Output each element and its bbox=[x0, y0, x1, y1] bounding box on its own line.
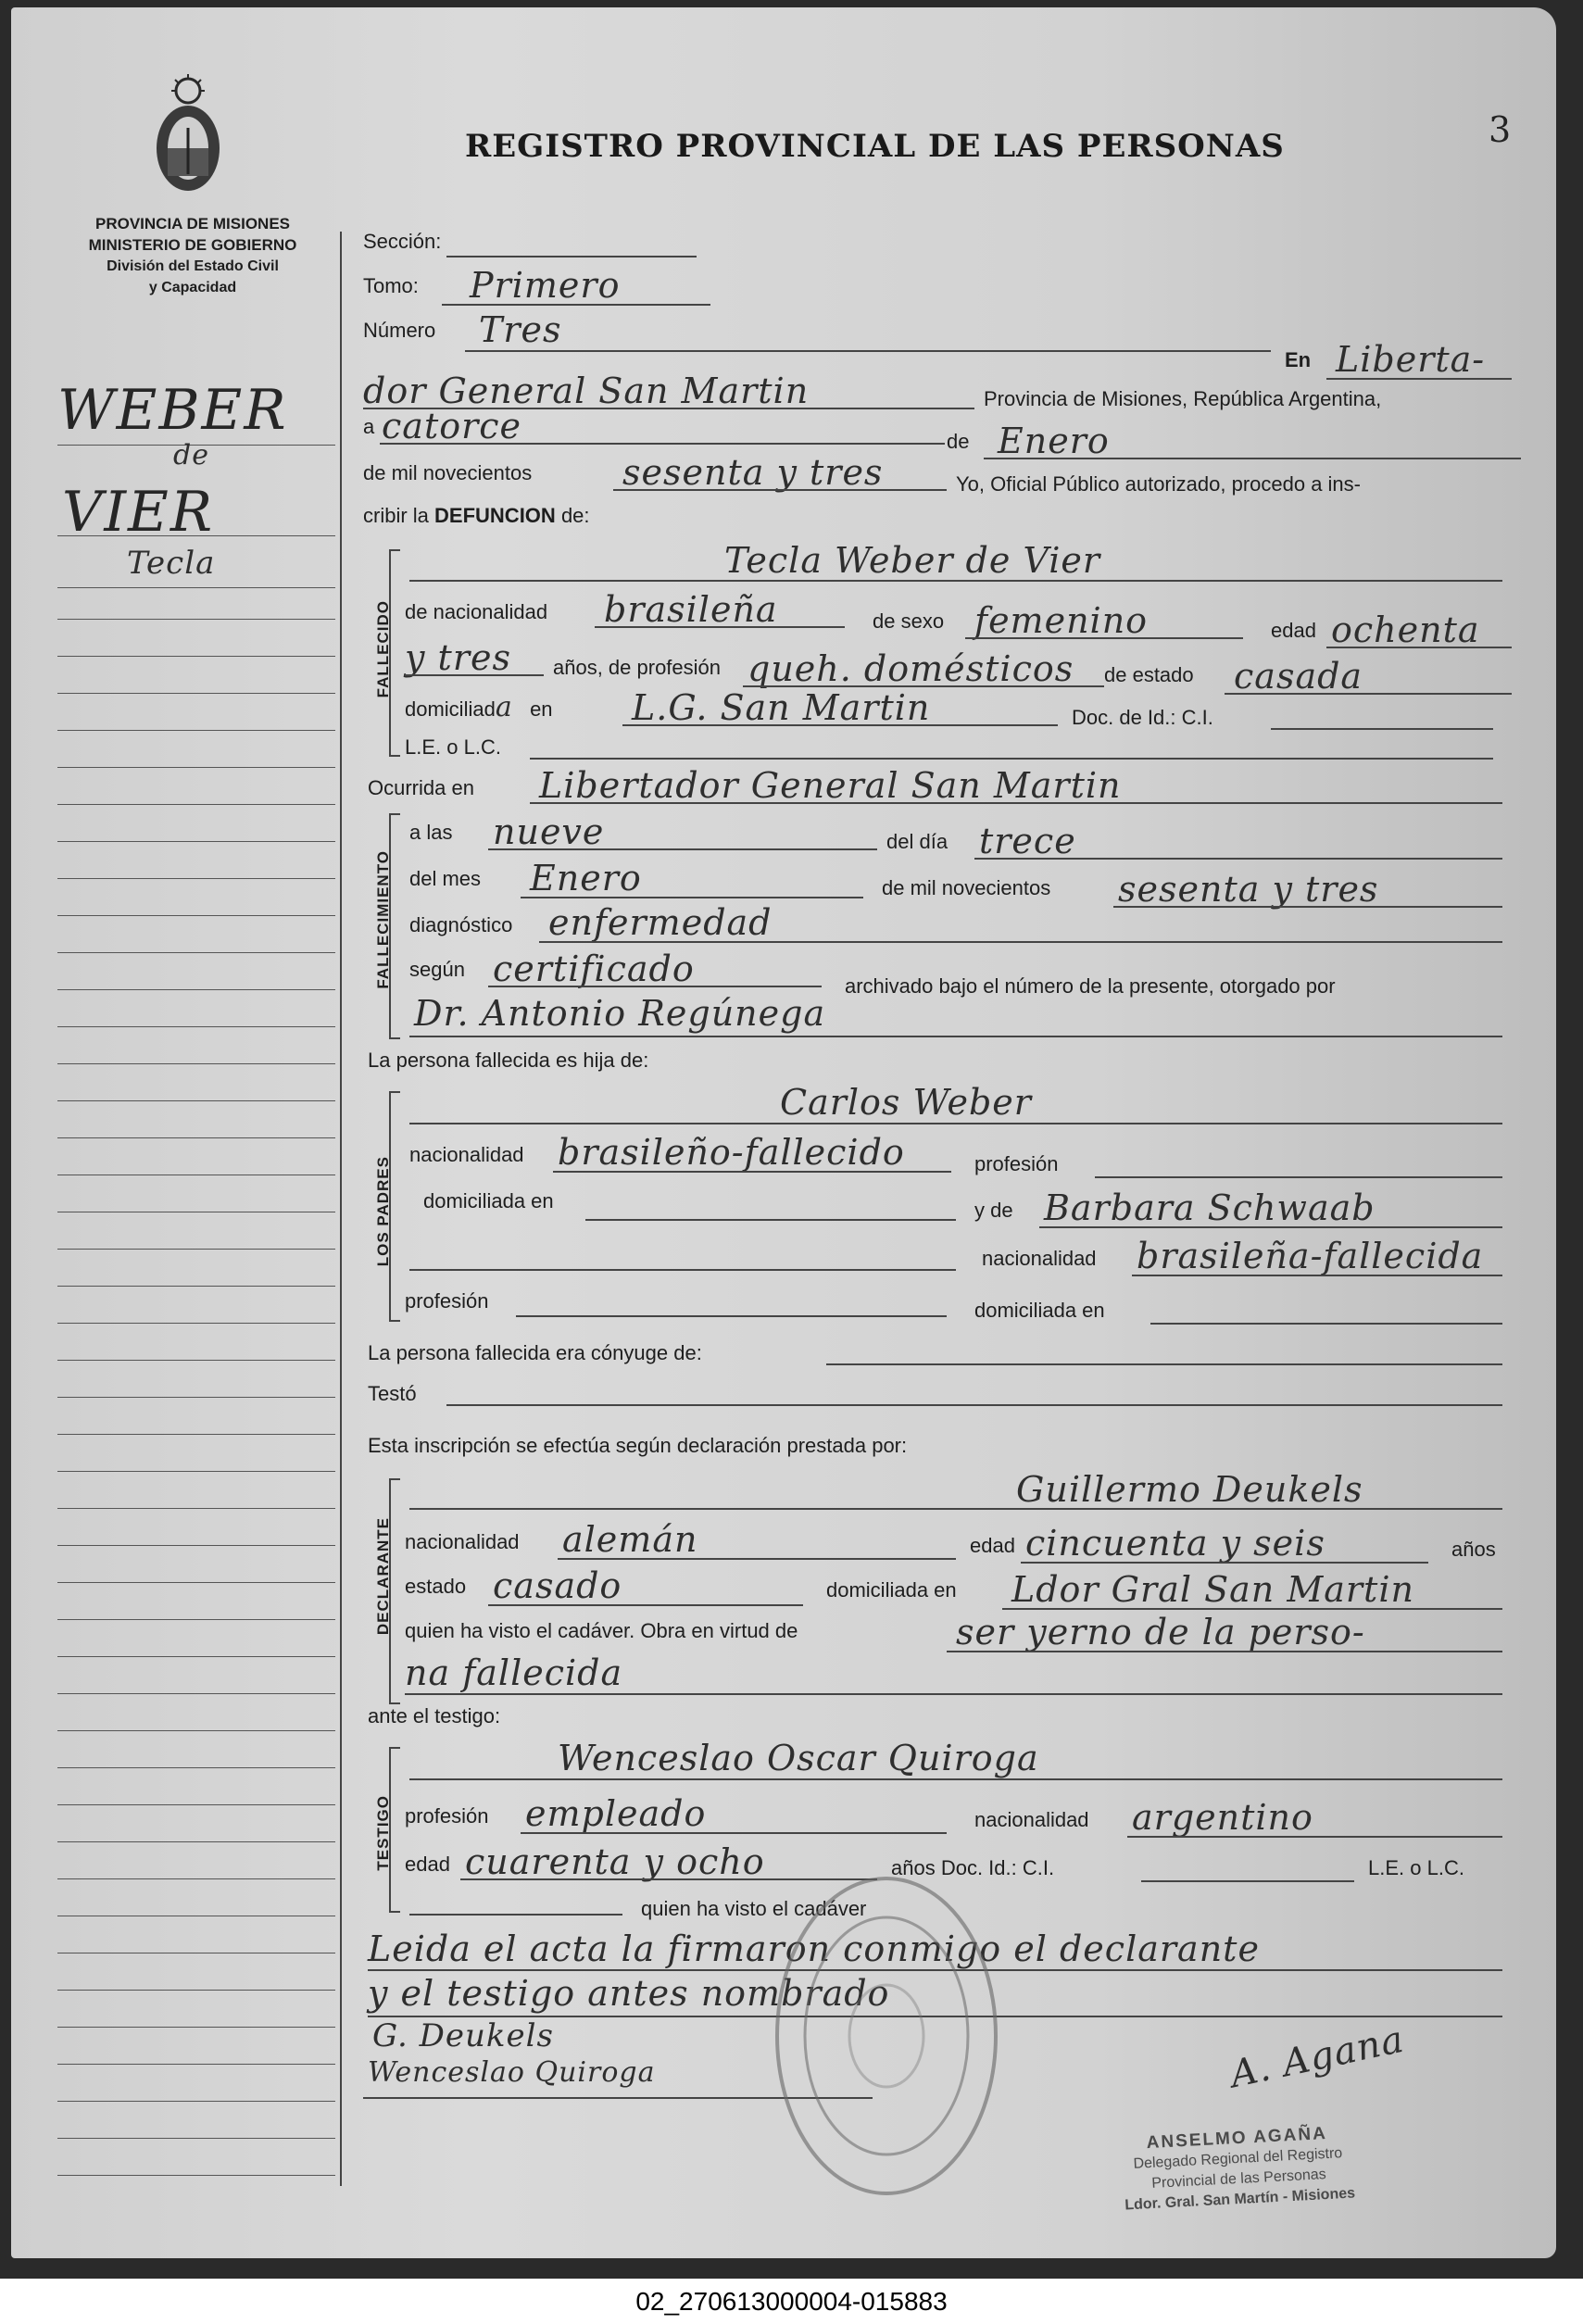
witness-doc-line bbox=[1141, 1880, 1354, 1882]
margin-rule bbox=[57, 656, 335, 657]
father-profession-label: profesión bbox=[974, 1152, 1059, 1175]
age-line bbox=[1326, 647, 1512, 648]
margin-rule bbox=[57, 1545, 335, 1546]
office-line: División del Estado Civil bbox=[107, 258, 279, 274]
margin-rule bbox=[57, 1286, 335, 1287]
mother-label: y de bbox=[974, 1199, 1013, 1222]
mother-name: Barbara Schwaab bbox=[1044, 1187, 1376, 1228]
margin-rule bbox=[57, 1323, 335, 1324]
name-line bbox=[409, 580, 1502, 582]
domicile-en: en bbox=[530, 697, 553, 721]
stamp-line: Ldor. Gral. San Martín - Misiones bbox=[1124, 2185, 1356, 2214]
hour-value: nueve bbox=[493, 811, 605, 852]
day-of-death-value: trece bbox=[979, 821, 1076, 861]
declarant-age-value: cincuenta y seis bbox=[1025, 1523, 1325, 1564]
witness-le-line bbox=[409, 1914, 622, 1916]
margin-rule bbox=[57, 915, 335, 916]
register-page bbox=[11, 7, 1556, 2258]
margin-rule bbox=[57, 587, 335, 588]
sex-line bbox=[965, 637, 1243, 639]
domicile-line bbox=[622, 724, 1058, 726]
according-value: certificado bbox=[493, 948, 695, 989]
physician-line bbox=[409, 1036, 1502, 1037]
will-line bbox=[446, 1404, 1502, 1406]
year-line bbox=[613, 489, 947, 491]
declarant-nationality-label: nacionalidad bbox=[405, 1530, 520, 1553]
declarant-domicile-value: Ldor Gral San Martin bbox=[1011, 1569, 1414, 1610]
father-profession-line bbox=[1095, 1176, 1502, 1178]
le-line bbox=[530, 758, 1493, 760]
profession-value: queh. domésticos bbox=[748, 648, 1074, 689]
father-nationality-line bbox=[553, 1171, 951, 1173]
age-label: edad bbox=[1271, 619, 1316, 642]
according-label: según bbox=[409, 958, 465, 981]
numero-label: Número bbox=[363, 319, 436, 342]
civil-status-line bbox=[1225, 693, 1512, 695]
child-of-label: La persona fallecida es hija de: bbox=[368, 1049, 649, 1072]
witness-profession-label: profesión bbox=[405, 1804, 489, 1828]
declarante-section-tab: DECLARANTE bbox=[374, 1517, 392, 1636]
father-domicile-label: domiciliada en bbox=[423, 1189, 554, 1212]
closing-line-1: Leida el acta la firmaron conmigo el declarante bbox=[368, 1928, 1260, 1969]
month-of-death-label: del mes bbox=[409, 867, 482, 890]
witness-signature: Wenceslao Quiroga bbox=[368, 2056, 656, 2089]
declarant-nationality-value: alemán bbox=[562, 1519, 698, 1560]
margin-rule bbox=[57, 1508, 335, 1509]
margin-rule bbox=[57, 1841, 335, 1842]
father-nationality-value: brasileño-fallecido bbox=[558, 1132, 905, 1173]
declaration-label: Esta inscripción se efectúa según declaración prestada por: bbox=[368, 1434, 908, 1457]
mother-extra-line bbox=[409, 1269, 956, 1271]
margin-rule bbox=[57, 1693, 335, 1694]
spouse-label: La persona fallecida era cónyuge de: bbox=[368, 1341, 702, 1364]
witness-nationality-value: argentino bbox=[1132, 1797, 1313, 1838]
margin-rule bbox=[57, 1063, 335, 1064]
mother-line bbox=[1039, 1226, 1502, 1228]
diagnosis-label: diagnóstico bbox=[409, 913, 513, 936]
month-of-death-value: Enero bbox=[530, 858, 642, 898]
declarant-status-label: estado bbox=[405, 1575, 467, 1598]
office-line: MINISTERIO DE GOBIERNO bbox=[88, 236, 297, 254]
will-label: Testó bbox=[368, 1382, 417, 1405]
image-caption: 02_270613000004-015883 bbox=[0, 2279, 1583, 2324]
official-seal-icon bbox=[771, 1869, 1002, 2203]
margin-rule bbox=[57, 952, 335, 953]
numero-line bbox=[465, 350, 1271, 352]
margin-rule bbox=[57, 535, 335, 536]
witness-le-label: L.E. o L.C. bbox=[1368, 1856, 1464, 1879]
margin-rule bbox=[57, 1656, 335, 1657]
occurred-value: Libertador General San Martin bbox=[539, 765, 1122, 806]
reason-line bbox=[947, 1651, 1502, 1652]
closing-line-2: y el testigo antes nombrado bbox=[368, 1973, 890, 2014]
margin-rule bbox=[57, 1397, 335, 1398]
domicile-suffix: a bbox=[495, 691, 513, 723]
margin-surname: WEBER bbox=[57, 378, 288, 443]
margin-rule bbox=[57, 1360, 335, 1361]
reason-line-2 bbox=[405, 1693, 1502, 1695]
declarant-age-line bbox=[1021, 1562, 1428, 1564]
tomo-label: Tomo: bbox=[363, 274, 419, 297]
age-value-2: y tres bbox=[405, 637, 511, 678]
margin-rule bbox=[57, 767, 335, 768]
witness-profession-line bbox=[521, 1832, 947, 1834]
margin-rule bbox=[57, 730, 335, 731]
witness-age-label: edad bbox=[405, 1853, 450, 1876]
margin-rule bbox=[57, 2101, 335, 2102]
age-line-2 bbox=[405, 674, 544, 676]
tomo-value: Primero bbox=[470, 265, 621, 306]
witness-age-value: cuarenta y ocho bbox=[465, 1841, 765, 1882]
margin-rule bbox=[57, 1878, 335, 1879]
spouse-line bbox=[826, 1363, 1502, 1365]
inscribe-de: de: bbox=[560, 504, 590, 527]
month-line bbox=[984, 458, 1521, 459]
margin-rule bbox=[57, 1990, 335, 1991]
profession-label: años, de profesión bbox=[553, 656, 722, 679]
fallecido-section-tab: FALLECIDO bbox=[374, 600, 392, 698]
stamp-line: Provincial de las Personas bbox=[1150, 2167, 1327, 2192]
seen-body-label: quien ha visto el cadáver. Obra en virtud de bbox=[405, 1619, 798, 1642]
margin-rule bbox=[57, 1137, 335, 1138]
testigo-section-tab: TESTIGO bbox=[374, 1795, 392, 1871]
seccion-line bbox=[446, 256, 697, 258]
page-number: 3 bbox=[1489, 109, 1512, 150]
age-value: ochenta bbox=[1331, 609, 1480, 650]
officer-signature: A. Agana bbox=[1226, 2017, 1408, 2097]
en-line bbox=[1326, 378, 1512, 380]
en-value: Liberta- bbox=[1336, 339, 1486, 380]
declarant-line bbox=[409, 1508, 1502, 1510]
declarant-status-value: casado bbox=[493, 1565, 622, 1606]
physician-value: Dr. Antonio Regúnega bbox=[414, 993, 826, 1034]
page-title: REGISTRO PROVINCIAL DE LAS PERSONAS bbox=[465, 128, 1285, 165]
margin-rule bbox=[57, 1619, 335, 1620]
declarant-nationality-line bbox=[558, 1558, 956, 1560]
witness-doc-label: años Doc. Id.: C.I. bbox=[891, 1856, 1055, 1879]
domicile-label bbox=[405, 691, 553, 723]
witness-line bbox=[409, 1778, 1502, 1780]
year-of-death-label: de mil novecientos bbox=[882, 876, 1051, 899]
le-label: L.E. o L.C. bbox=[405, 735, 501, 759]
margin-given-name: Tecla bbox=[127, 545, 216, 582]
margin-rule bbox=[57, 2175, 335, 2176]
margin-rule bbox=[57, 989, 335, 990]
month-of-death-line bbox=[521, 897, 863, 898]
a-label: a bbox=[363, 415, 375, 438]
fallecimiento-section-tab: FALLECIMIENTO bbox=[374, 850, 392, 989]
office-line: PROVINCIA DE MISIONES bbox=[94, 215, 290, 232]
mother-profession-line bbox=[516, 1315, 947, 1317]
hour-line bbox=[488, 848, 877, 850]
declarant-domicile-line bbox=[1002, 1608, 1502, 1610]
margin-rule bbox=[57, 619, 335, 620]
margin-rule bbox=[57, 2064, 335, 2065]
numero-value: Tres bbox=[479, 309, 562, 350]
margin-divider bbox=[340, 232, 342, 2186]
margin-rule bbox=[57, 1582, 335, 1583]
stamp-line: ANSELMO AGAÑA bbox=[1146, 2123, 1328, 2154]
year-of-death-line bbox=[1113, 906, 1502, 908]
inscribe-label bbox=[363, 504, 590, 528]
month-value: Enero bbox=[998, 421, 1110, 461]
margin-rule bbox=[57, 804, 335, 805]
declarant-years-label: años bbox=[1451, 1538, 1496, 1561]
margin-rule bbox=[57, 1730, 335, 1731]
witness-seen-label: quien ha visto el cadáver bbox=[641, 1897, 867, 1920]
declarant-signature: G. Deukels bbox=[372, 2017, 554, 2054]
day-value: catorce bbox=[382, 406, 522, 446]
occurred-line bbox=[530, 802, 1502, 804]
day-of-death-label: del día bbox=[886, 830, 949, 853]
mother-domicile-line bbox=[1150, 1323, 1502, 1325]
witness-profession-value: empleado bbox=[525, 1793, 707, 1834]
sex-value: femenino bbox=[974, 600, 1149, 641]
reason-value: ser yerno de la perso- bbox=[956, 1612, 1365, 1652]
mother-nationality-value: brasileña-fallecida bbox=[1137, 1236, 1484, 1276]
margin-rule bbox=[57, 1804, 335, 1805]
declarant-domicile-label: domiciliada en bbox=[826, 1578, 957, 1602]
nationality-line bbox=[595, 626, 845, 628]
stamp-line: Delegado Regional del Registro bbox=[1133, 2145, 1343, 2172]
coat-of-arms-icon bbox=[150, 72, 226, 202]
margin-rule bbox=[57, 1471, 335, 1472]
father-domicile-line bbox=[585, 1219, 956, 1221]
provincia-label: Provincia de Misiones, República Argentina, bbox=[984, 387, 1382, 410]
day-line bbox=[380, 443, 945, 445]
en-label: En bbox=[1285, 348, 1312, 371]
mother-nationality-line bbox=[1132, 1275, 1502, 1276]
margin-rule bbox=[57, 1100, 335, 1101]
occurred-label: Ocurrida en bbox=[368, 776, 474, 799]
nationality-value: brasileña bbox=[604, 589, 778, 630]
margin-surname-2: VIER bbox=[62, 480, 215, 545]
inscribe-text: cribir la bbox=[363, 504, 429, 527]
tomo-line bbox=[442, 304, 710, 306]
mother-profession-label: profesión bbox=[405, 1289, 489, 1313]
declarant-name: Guillermo Deukels bbox=[1016, 1469, 1363, 1510]
father-line bbox=[409, 1123, 1502, 1124]
sex-label: de sexo bbox=[873, 609, 945, 633]
diagnosis-value: enfermedad bbox=[548, 902, 773, 943]
witness-nationality-label: nacionalidad bbox=[974, 1808, 1089, 1831]
day-of-death-line bbox=[974, 858, 1502, 860]
margin-rule bbox=[57, 1434, 335, 1435]
year-of-death-value: sesenta y tres bbox=[1118, 869, 1379, 910]
mother-domicile-label: domiciliada en bbox=[974, 1299, 1105, 1322]
year-value: sesenta y tres bbox=[622, 452, 884, 493]
father-nationality-label: nacionalidad bbox=[409, 1143, 524, 1166]
margin-rule bbox=[57, 1249, 335, 1250]
hour-label: a las bbox=[409, 821, 453, 844]
padres-section-tab: LOS PADRES bbox=[374, 1156, 392, 1267]
nationality-label: de nacionalidad bbox=[405, 600, 548, 623]
de-label: de bbox=[947, 430, 970, 453]
archived-label: archivado bajo el número de la presente, otorgado por bbox=[845, 974, 1336, 998]
witness-label: ante el testigo: bbox=[368, 1704, 501, 1727]
margin-rule bbox=[57, 1767, 335, 1768]
witness-nationality-line bbox=[1127, 1836, 1502, 1838]
officer-stamp bbox=[1056, 2119, 1421, 2219]
doc-line bbox=[1271, 728, 1493, 730]
doc-label: Doc. de Id.: C.I. bbox=[1072, 706, 1213, 729]
defuncion-word: DEFUNCION bbox=[434, 504, 556, 527]
domicile-value: L.G. San Martin bbox=[632, 687, 931, 728]
margin-rule bbox=[57, 878, 335, 879]
declarant-status-line bbox=[488, 1604, 803, 1606]
margin-rule bbox=[57, 1026, 335, 1027]
margin-rule bbox=[57, 2138, 335, 2139]
domicile-text: domiciliad bbox=[405, 697, 496, 721]
reason-value-2: na fallecida bbox=[405, 1652, 623, 1693]
according-line bbox=[488, 986, 822, 987]
civil-status-value: casada bbox=[1234, 656, 1363, 697]
margin-rule bbox=[57, 2027, 335, 2028]
seccion-label: Sección: bbox=[363, 230, 442, 253]
civil-status-label: de estado bbox=[1104, 663, 1194, 686]
officer-label: Yo, Oficial Público autorizado, procedo a ins- bbox=[956, 472, 1361, 496]
margin-rule bbox=[57, 693, 335, 694]
margin-particle: de bbox=[173, 439, 209, 471]
deceased-name: Tecla Weber de Vier bbox=[724, 540, 1101, 581]
father-name: Carlos Weber bbox=[780, 1082, 1032, 1123]
margin-rule bbox=[57, 841, 335, 842]
witness-name: Wenceslao Oscar Quiroga bbox=[558, 1738, 1039, 1778]
office-block bbox=[48, 213, 337, 298]
en-value-2: dor General San Martin bbox=[363, 371, 810, 411]
declarant-age-label: edad bbox=[970, 1534, 1015, 1557]
diagnosis-line bbox=[539, 941, 1502, 943]
year-label: de mil novecientos bbox=[363, 461, 533, 484]
mother-nationality-label: nacionalidad bbox=[982, 1247, 1097, 1270]
office-line: y Capacidad bbox=[148, 280, 237, 295]
